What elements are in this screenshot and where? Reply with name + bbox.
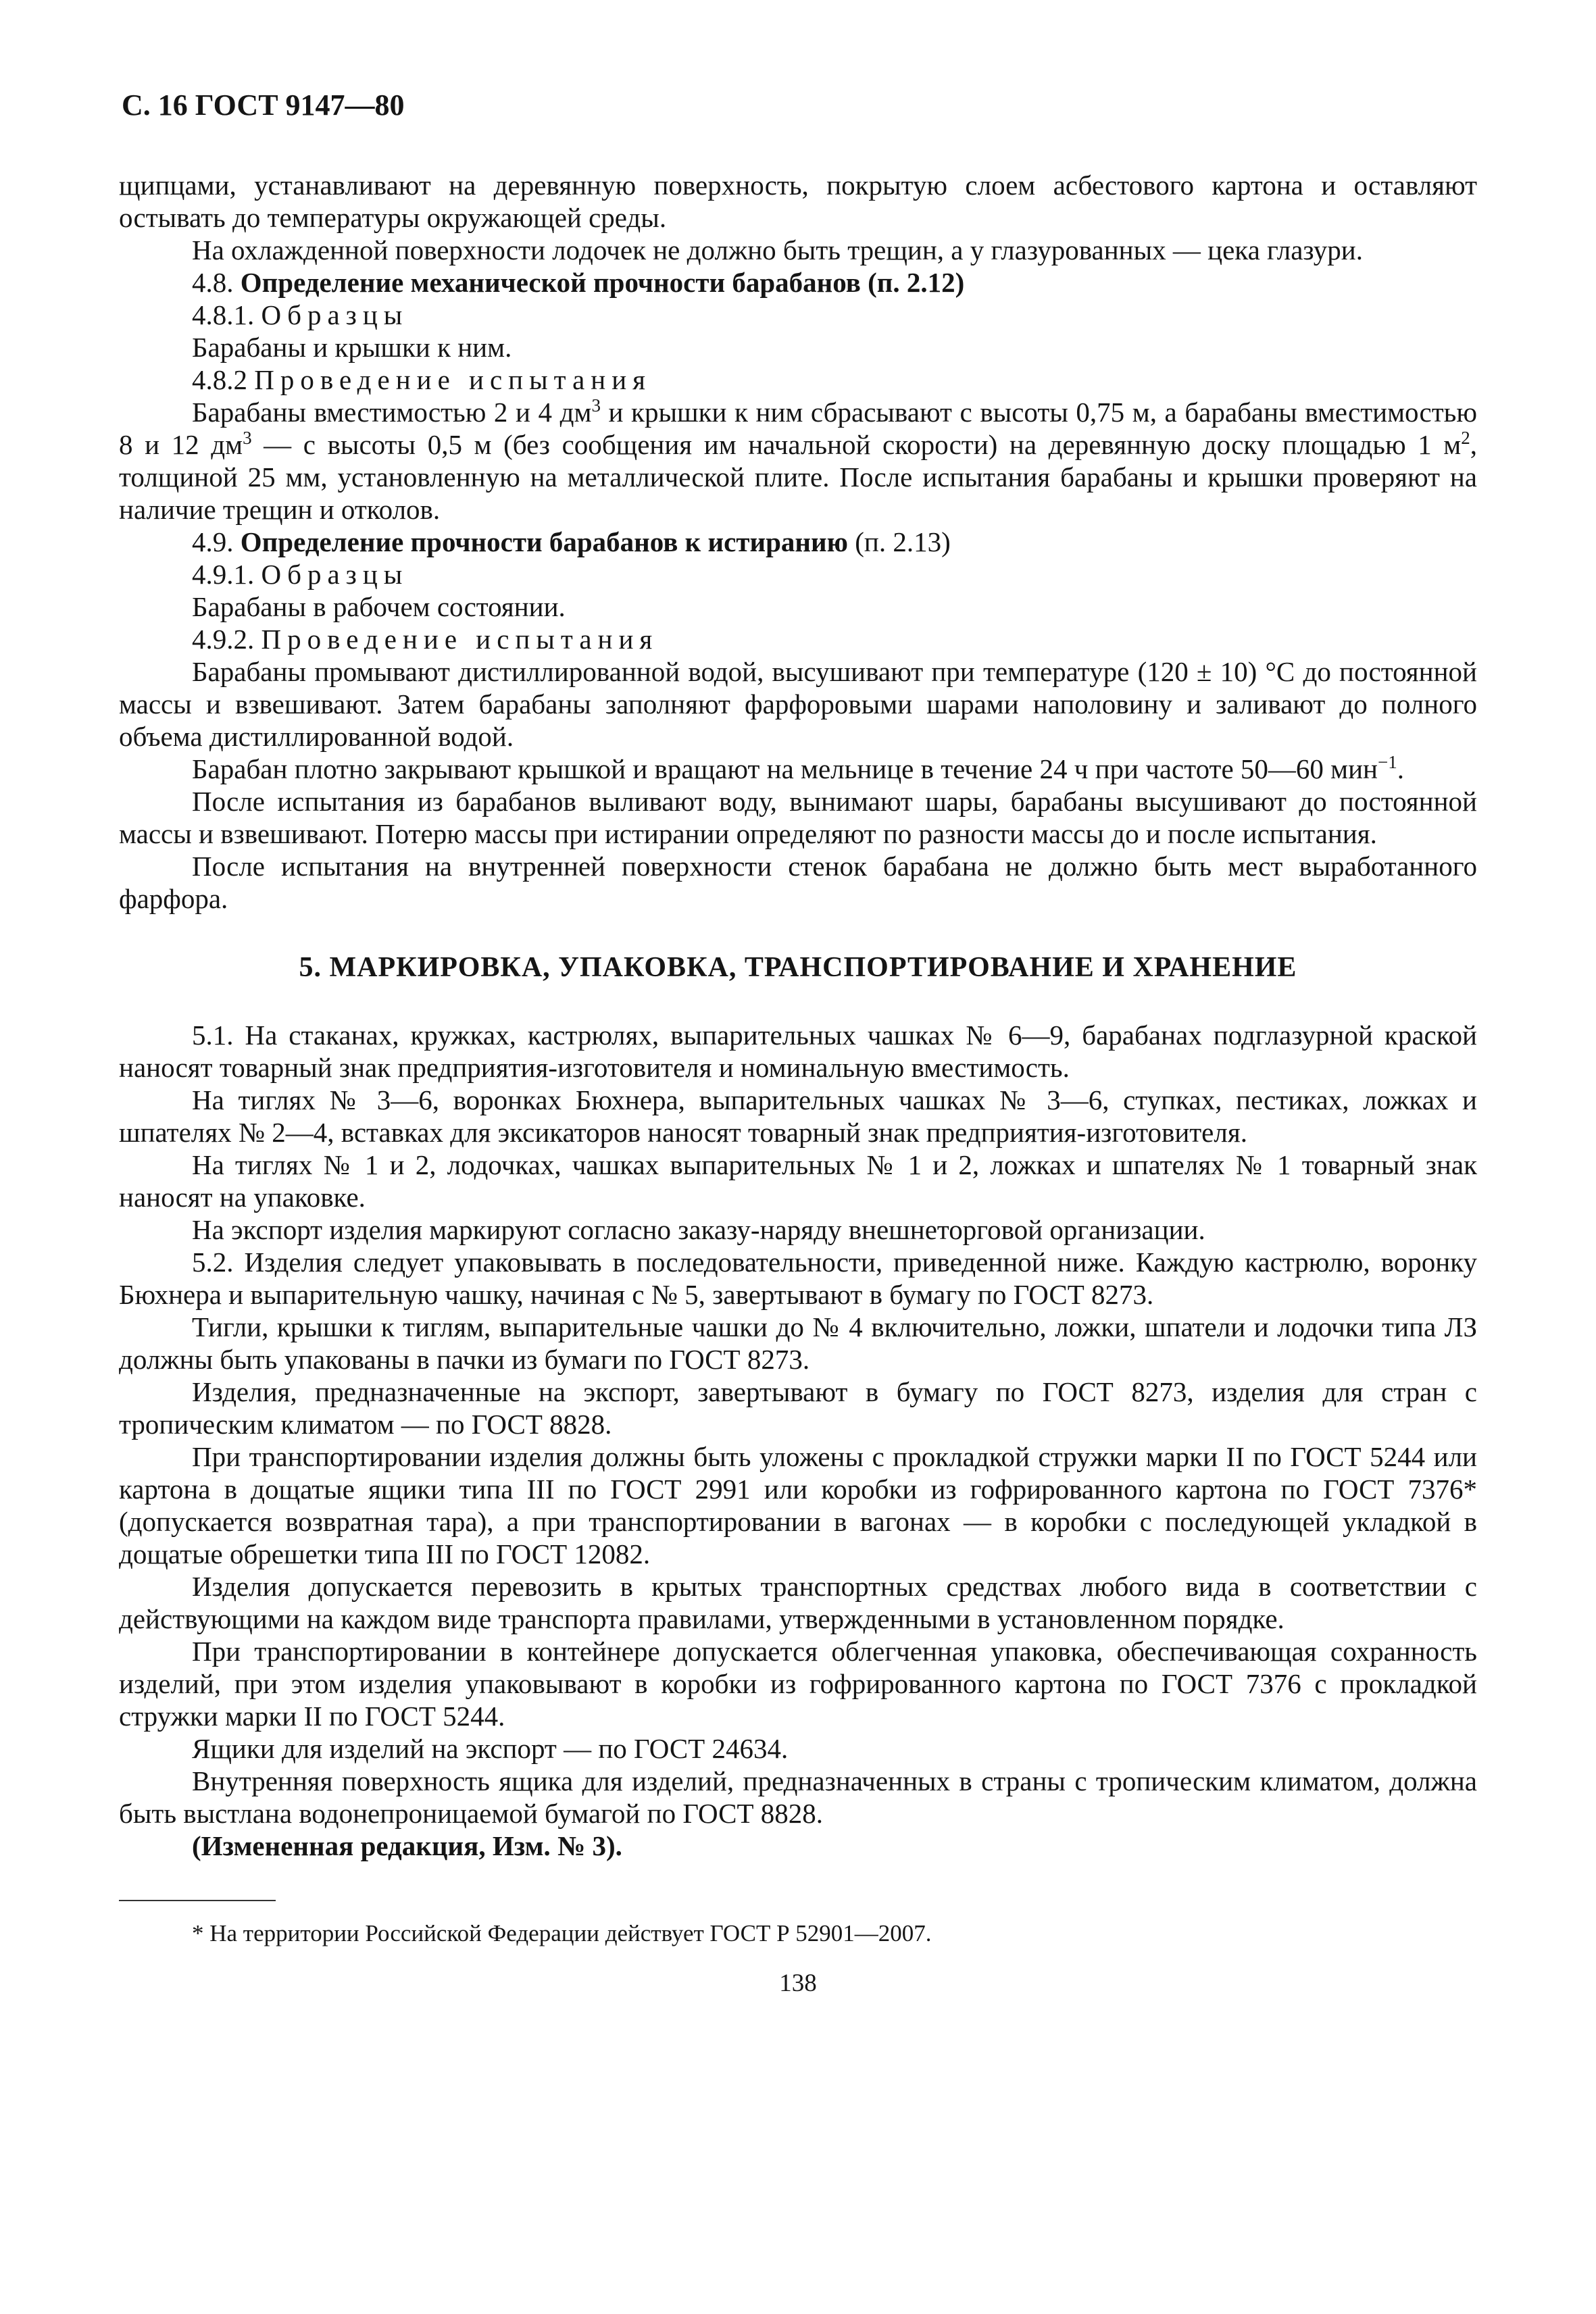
paragraph: Изделия, предназначенные на экспорт, завертывают в бумагу по ГОСТ 8273, изделия для стран с тропическим климатом — по ГОСТ 8828. <box>119 1376 1477 1440</box>
paragraph: Изделия допускается перевозить в крытых транспортных средствах любого вида в соответствии с действующими на каждом виде транспорта правилами, утвержденными в установленном порядке. <box>119 1571 1477 1634</box>
running-header: С. 16 ГОСТ 9147—80 <box>122 89 405 122</box>
text-run: и крышки к ним сбрасывают с высоты 0,75 м, а барабаны вместимостью 8 и 12 дм <box>119 397 1477 460</box>
clause-title: Проведение испытания <box>261 624 659 655</box>
clause-number: 4.8. <box>192 267 234 298</box>
clause-title: Образцы <box>261 559 409 590</box>
clause-number: 4.9.1. <box>192 559 255 590</box>
subsection-heading-4-9-2 <box>119 623 1477 655</box>
clause-number: 4.8.1. <box>192 299 255 330</box>
paragraph: При транспортировании изделия должны быть уложены с прокладкой стружки марки II по ГОСТ 5244 или картона в дощатые ящики типа III по ГОСТ 2991 или коробки из гофрированного картона по ГОСТ 7376* (допускается возвратная тара), а при транспортировании в вагонах — в коробки с последующей укладкой в дощатые обрешетки типа III по ГОСТ 12082. <box>119 1441 1477 1569</box>
paragraph: На охлажденной поверхности лодочек не должно быть трещин, а у глазурованных — цека глазури. <box>192 234 1363 266</box>
subsection-heading-4-9 <box>119 526 1477 558</box>
page-number: 138 <box>779 1969 817 1997</box>
page-content <box>119 169 1477 1998</box>
subsection-heading-4-9-1 <box>119 558 1477 590</box>
paragraph: При транспортировании в контейнере допускается облегченная упаковка, обеспечивающая сохранность изделий, при этом изделия упаковывают в коробки из гофрированного картона по ГОСТ 7376 с прокладкой стружки марки II по ГОСТ 5244. <box>119 1636 1477 1732</box>
paragraph <box>119 753 1477 785</box>
amendment-note: (Измененная редакция, Изм. № 3). <box>192 1830 622 1861</box>
paragraph <box>119 396 1477 526</box>
clause-reference: (п. 2.13) <box>848 526 951 557</box>
text-run: , толщиной 25 мм, установленную на металлической плите. После испытания барабаны и крышки проверяют на наличие трещин и отколов. <box>119 429 1478 525</box>
subsection-heading-4-8-1 <box>119 299 1477 331</box>
clause-number: 4.9. <box>192 526 234 557</box>
superscript: 3 <box>591 395 601 416</box>
clause-title: Определение механической прочности барабанов (п. 2.12) <box>240 267 965 298</box>
superscript: −1 <box>1378 752 1397 772</box>
section-heading: 5. МАРКИРОВКА, УПАКОВКА, ТРАНСПОРТИРОВАНИЕ И ХРАНЕНИЕ <box>299 952 1297 983</box>
footnote: * На территории Российской Федерации действует ГОСТ Р 52901—2007. <box>192 1920 932 1946</box>
paragraph: 5.2. Изделия следует упаковывать в последовательности, приведенной ниже. Каждую кастрюлю, воронку Бюхнера и выпарительную чашку, начиная с № 5, завертывают в бумагу по ГОСТ 8273. <box>119 1247 1477 1310</box>
paragraph: Барабаны промывают дистиллированной водой, высушивают при температуре (120 ± 10) °С до постоянной массы и взвешивают. Затем барабаны заполняют фарфоровыми шарами наполовину и заливают до полного объема дистиллированной водой. <box>119 656 1477 752</box>
paragraph: Ящики для изделий на экспорт — по ГОСТ 24634. <box>192 1733 789 1764</box>
text-run: Барабаны вместимостью 2 и 4 дм <box>192 397 592 428</box>
paragraph: На тиглях № 1 и 2, лодочках, чашках выпарительных № 1 и 2, ложках и шпателях № 1 товарный знак наносят на упаковке. <box>119 1149 1477 1213</box>
paragraph: 5.1. На стаканах, кружках, кастрюлях, выпарительных чашках № 6—9, барабанах подглазурной краской наносят товарный знак предприятия-изготовителя и номинальную вместимость. <box>119 1020 1477 1083</box>
paragraph: щипцами, устанавливают на деревянную поверхность, покрытую слоем асбестового картона и оставляют остывать до температуры окружающей среды. <box>119 170 1477 233</box>
paragraph: На тиглях № 3—6, воронках Бюхнера, выпарительных чашках № 3—6, ступках, пестиках, ложках и шпателях № 2—4, вставках для эксикаторов наносят товарный знак предприятия-изготовителя. <box>119 1084 1477 1148</box>
paragraph: Барабаны и крышки к ним. <box>192 332 512 363</box>
clause-number: 4.9.2. <box>192 624 255 655</box>
paragraph: Барабаны в рабочем состоянии. <box>192 591 566 622</box>
paragraph: Тигли, крышки к тиглям, выпарительные чашки до № 4 включительно, ложки, шпатели и лодочки типа ЛЗ должны быть упакованы в пачки из бумаги по ГОСТ 8273. <box>119 1311 1477 1375</box>
clause-title: Образцы <box>261 299 409 330</box>
paragraph: На экспорт изделия маркируют согласно заказу-наряду внешнеторговой организации. <box>192 1214 1205 1245</box>
clause-number: 4.8.2 <box>192 364 247 395</box>
clause-title: Проведение испытания <box>254 364 652 395</box>
superscript: 3 <box>243 428 252 448</box>
subsection-heading-4-8 <box>119 266 1477 299</box>
footnote-divider <box>119 1900 276 1901</box>
paragraph: Внутренняя поверхность ящика для изделий, предназначенных в страны с тропическим климатом, должна быть выстлана водонепроницаемой бумагой по ГОСТ 8828. <box>119 1765 1477 1829</box>
text-run: . <box>1397 753 1404 784</box>
paragraph: После испытания из барабанов выливают воду, вынимают шары, барабаны высушивают до постоянной массы и взвешивают. Потерю массы при истирании определяют по разности массы до и после испытания. <box>119 786 1477 849</box>
paragraph: После испытания на внутренней поверхности стенок барабана не должно быть мест выработанного фарфора. <box>119 851 1477 914</box>
text-run: Барабан плотно закрывают крышкой и вращают на мельнице в течение 24 ч при частоте 50—60 мин <box>192 753 1378 784</box>
text-run: — с высоты 0,5 м (без сообщения им начальной скорости) на деревянную доску площадью 1 м <box>251 429 1462 460</box>
superscript: 2 <box>1461 428 1470 448</box>
subsection-heading-4-8-2 <box>119 363 1477 396</box>
clause-title: Определение прочности барабанов к истиранию <box>240 526 849 557</box>
